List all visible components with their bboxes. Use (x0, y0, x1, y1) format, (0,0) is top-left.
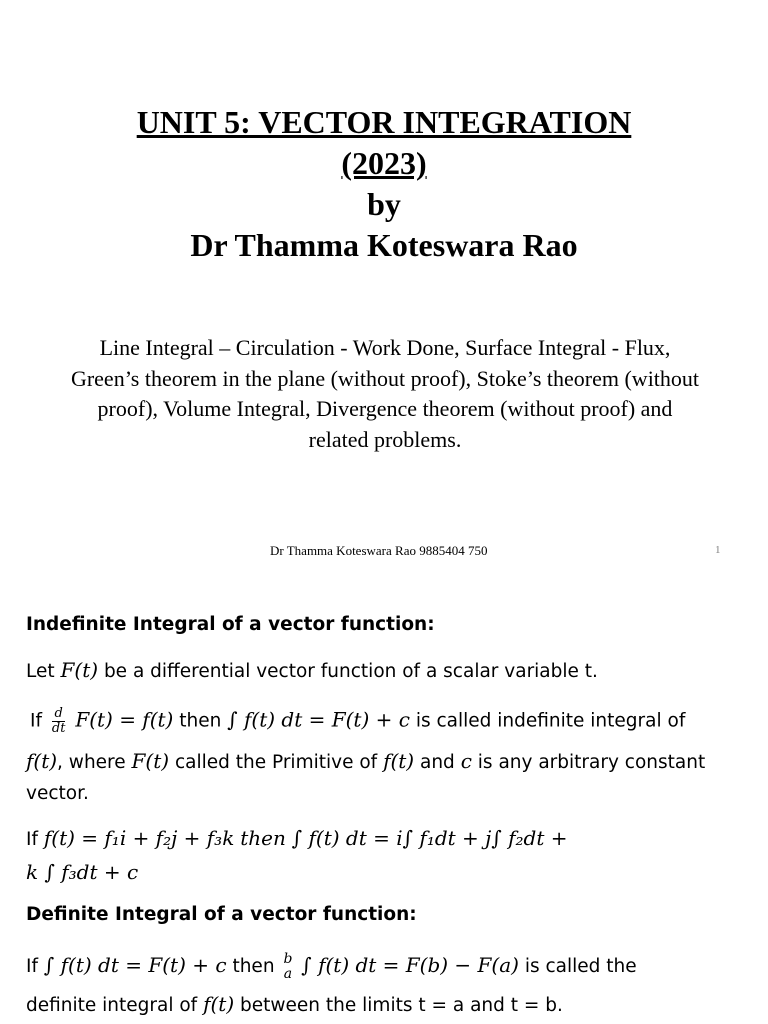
if3-label: If (26, 956, 38, 977)
definite-suffix: between the limits t = a and t = b. (240, 995, 563, 1016)
derivative-fraction (52, 707, 66, 736)
if-line-3 (26, 952, 637, 982)
slide-author: Dr Thamma Koteswara Rao (190, 227, 578, 263)
where-math-1: f(t) (26, 749, 58, 773)
if1-eq: F(t) = f(t) (75, 707, 174, 732)
if2-expr: f(t) = f₁i + f₂j + f₃k (43, 826, 235, 850)
frac-num: d (52, 707, 66, 722)
and-label: and (420, 752, 455, 773)
slide-footer: Dr Thamma Koteswara Rao 9885404 750 (270, 543, 488, 558)
where-math-4: c (460, 749, 472, 773)
if3-then: then (232, 956, 275, 977)
let-prefix: Let (26, 661, 55, 682)
let-math: F(t) (60, 658, 99, 682)
slide-title-line-2: (2023) (341, 145, 427, 181)
definite-prefix: definite integral of (26, 995, 198, 1016)
where-suffix: is any arbitrary constant (477, 752, 706, 773)
if2-label: If (26, 829, 38, 850)
then-label: then (179, 710, 222, 732)
limit-lower: a (283, 966, 293, 982)
where-line (26, 749, 705, 775)
slide-title-line-1: UNIT 5: VECTOR INTEGRATION (136, 104, 632, 140)
if-line-2-cont (26, 860, 138, 886)
definite-line (26, 992, 563, 1018)
if3-suffix: is called the (524, 956, 637, 977)
if3-expr: ∫ f(t) dt = F(t) + c (43, 953, 227, 977)
if-label: If (30, 710, 42, 732)
definite-math: f(t) (203, 992, 235, 1016)
frac-den: dt (51, 721, 66, 736)
if-line-2 (26, 826, 568, 852)
primitive-label: called the Primitive of (174, 752, 378, 773)
if-line-1 (30, 707, 685, 736)
syllabus-text: Line Integral – Circulation - Work Done, Surface Integral - Flux, Green’s theorem in the plane (without proof), Stoke’s theorem (without proof), Volume Integral, Divergence theorem (without proof) and related problems. (70, 335, 700, 452)
if2-rhs: ∫ f(t) dt = i∫ f₁dt + j∫ f₂dt + (291, 826, 568, 850)
if2-then: then (240, 826, 286, 850)
page-number: 1 (715, 544, 721, 556)
slide-title-line-3: by (367, 186, 401, 222)
heading-indefinite-integral: Indefinite Integral of a vector function: (26, 614, 435, 635)
let-line (26, 658, 598, 684)
if1-suffix: is called indefinite integral of (415, 710, 686, 732)
if1-integral: ∫ f(t) dt = F(t) + c (227, 707, 410, 732)
where-math-2: F(t) (131, 749, 170, 773)
limit-upper: b (283, 951, 293, 967)
if2-cont: k ∫ f₃dt + c (26, 860, 139, 884)
if3-rhs: ∫ f(t) dt = F(b) − F(a) (301, 953, 519, 977)
let-suffix: be a differential vector function of a scalar variable t. (103, 661, 598, 682)
where-label: , where (57, 752, 126, 773)
integral-limits (283, 952, 292, 982)
where-math-3: f(t) (383, 749, 415, 773)
vector-line: vector. (26, 783, 89, 804)
heading-definite-integral: Definite Integral of a vector function: (26, 904, 417, 925)
